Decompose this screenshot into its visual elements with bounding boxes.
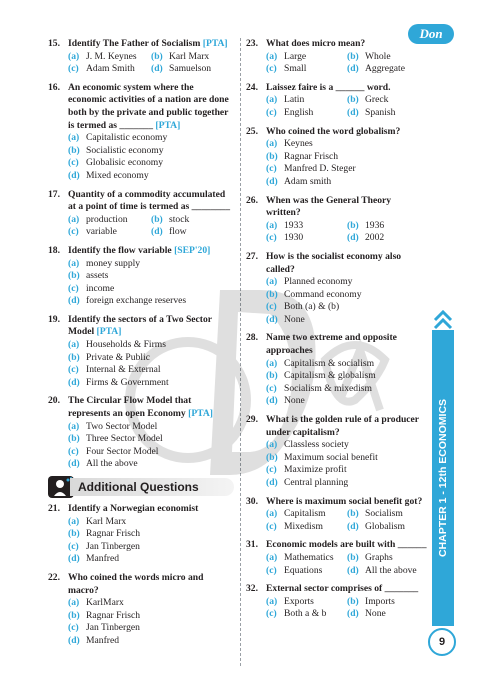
option-label: (c) xyxy=(266,301,277,313)
option-label: (b) xyxy=(347,50,359,62)
option-label: (b) xyxy=(266,370,278,382)
option-label: (c) xyxy=(266,63,277,75)
option-text: Manfred xyxy=(86,553,120,565)
option-label: (d) xyxy=(347,520,359,532)
question-text: Economic models are built with ______ xyxy=(266,539,427,551)
option-text: assets xyxy=(86,270,109,282)
chapter-side-label: CHAPTER 1 - 12th ECONOMICS xyxy=(437,398,449,558)
option-text: Firms & Government xyxy=(86,376,169,388)
left-column xyxy=(48,38,234,654)
question-number: 23. xyxy=(246,38,258,49)
question-text: Identify the flow variable xyxy=(68,244,172,256)
option-label: (c) xyxy=(266,564,277,576)
option-text: 1933 xyxy=(284,219,304,231)
option-text: Large xyxy=(284,50,307,62)
option-label: (a) xyxy=(68,597,80,609)
option-text: J. M. Keynes xyxy=(86,50,137,62)
option-text: Both (a) & (b) xyxy=(284,301,340,313)
question-number: 17. xyxy=(48,188,60,200)
option-text: 1936 xyxy=(365,219,385,231)
option-text: Four Sector Model xyxy=(86,445,159,457)
option-text: Central planning xyxy=(284,477,349,488)
option-label: (a) xyxy=(266,508,278,520)
option-label: (d) xyxy=(68,376,80,388)
option-text: Mixed economy xyxy=(86,169,149,181)
option-label: (b) xyxy=(347,595,359,607)
option-text: All the above xyxy=(365,564,417,576)
option-label: (a) xyxy=(266,219,278,231)
question-text: Laissez faire is a ______ word. xyxy=(266,81,391,93)
option-label: (b) xyxy=(68,144,80,156)
question-text: What is the golden rule of a producer under capitalism? xyxy=(266,414,419,438)
option-label: (d) xyxy=(266,175,278,187)
option-label: (c) xyxy=(68,157,79,169)
question-number: 15. xyxy=(48,38,60,49)
question-number: 24. xyxy=(246,81,258,93)
option-label: (b) xyxy=(68,351,80,363)
question-28 xyxy=(246,332,428,408)
option-text: Three Sector Model xyxy=(86,433,163,445)
don-logo-badge: Don xyxy=(408,24,454,44)
option-text: Greck xyxy=(365,94,389,106)
question-text: The Circular Flow Model that represents an open Economy xyxy=(68,395,192,420)
question-25 xyxy=(246,126,428,189)
option-label: (b) xyxy=(68,609,80,621)
option-label: (b) xyxy=(68,270,80,282)
option-label: (b) xyxy=(347,219,359,231)
option-text: Two Sector Model xyxy=(86,420,158,432)
question-text: What does micro mean? xyxy=(266,38,366,49)
question-number: 32. xyxy=(246,583,258,595)
option-label: (b) xyxy=(347,94,359,106)
option-text: Small xyxy=(284,63,307,75)
question-number: 26. xyxy=(246,194,258,206)
option-label: (d) xyxy=(347,63,359,75)
option-label: (a) xyxy=(266,50,278,62)
question-text: When was the General Theory written? xyxy=(266,194,392,219)
option-text: variable xyxy=(86,226,117,238)
question-26 xyxy=(246,195,428,245)
question-32 xyxy=(246,583,428,621)
option-text: KarlMarx xyxy=(86,597,124,609)
question-text: Who coined the word globalism? xyxy=(266,125,401,137)
question-number: 27. xyxy=(246,250,258,262)
option-label: (c) xyxy=(266,464,277,476)
option-label: (d) xyxy=(347,232,359,244)
option-label: (a) xyxy=(68,515,80,527)
option-text: Maximum social benefit xyxy=(284,451,378,463)
option-label: (d) xyxy=(266,477,278,488)
option-label: (a) xyxy=(266,357,278,369)
option-text: Karl Marx xyxy=(169,50,210,62)
option-label: (d) xyxy=(266,395,278,407)
option-text: Maximize profit xyxy=(284,464,347,476)
option-text: Spanish xyxy=(365,106,396,118)
option-label: (b) xyxy=(347,551,359,563)
option-label: (c) xyxy=(68,364,79,376)
option-text: Households & Firms xyxy=(86,339,166,351)
option-text: Capitalism & socialism xyxy=(284,357,375,369)
option-text: Karl Marx xyxy=(86,515,127,527)
right-column xyxy=(246,38,428,627)
option-text: Classless society xyxy=(284,439,349,451)
question-27 xyxy=(246,251,428,327)
question-17 xyxy=(48,189,234,239)
option-label: (b) xyxy=(151,213,163,225)
question-text: How is the socialist economy also called? xyxy=(266,250,402,275)
exam-tag: [PTA] xyxy=(155,119,181,131)
question-19 xyxy=(48,314,234,390)
option-text: None xyxy=(284,395,305,407)
question-number: 19. xyxy=(48,313,60,325)
question-number: 22. xyxy=(48,571,60,583)
option-label: (d) xyxy=(68,169,80,181)
option-label: (b) xyxy=(266,150,278,162)
option-text: stock xyxy=(169,213,190,225)
option-text: Private & Public xyxy=(86,351,150,363)
option-text: Capitalism xyxy=(284,508,326,520)
option-label: (c) xyxy=(68,540,79,552)
option-text: flow xyxy=(169,226,187,238)
option-text: English xyxy=(284,106,314,118)
option-text: Jan Tinbergen xyxy=(86,622,140,634)
question-number: 30. xyxy=(246,495,258,507)
option-label: (a) xyxy=(68,50,80,62)
option-label: (a) xyxy=(68,213,80,225)
question-16 xyxy=(48,82,234,183)
option-text: 2002 xyxy=(365,232,385,244)
option-label: (d) xyxy=(347,106,359,118)
question-24 xyxy=(246,82,428,120)
option-label: (d) xyxy=(68,295,80,307)
option-text: Socialism & mixedism xyxy=(284,382,372,394)
column-divider xyxy=(240,38,241,666)
option-label: (a) xyxy=(266,439,278,451)
question-number: 29. xyxy=(246,414,258,426)
option-text: Keynes xyxy=(284,138,313,150)
question-text: Identify a Norwegian economist xyxy=(68,503,199,514)
option-label: (c) xyxy=(266,608,277,620)
option-label: (b) xyxy=(347,508,359,520)
exam-tag: [PTA] xyxy=(202,38,228,49)
additional-questions-header xyxy=(48,477,234,497)
option-label: (a) xyxy=(266,138,278,150)
option-label: (b) xyxy=(68,433,80,445)
option-text: Equations xyxy=(284,564,323,576)
option-label: (a) xyxy=(266,551,278,563)
option-text: foreign exchange reserves xyxy=(86,295,187,307)
question-number: 25. xyxy=(246,125,258,137)
question-15 xyxy=(48,38,234,76)
option-text: money supply xyxy=(86,257,141,269)
question-text: Where is maximum social benefit got? xyxy=(266,495,423,507)
exam-tag: [SEP'20] xyxy=(174,244,211,256)
option-label: (b) xyxy=(68,528,80,540)
question-text: Name two extreme and opposite approaches xyxy=(266,332,397,357)
option-label: (c) xyxy=(68,622,79,634)
option-text: Manfred xyxy=(86,634,120,646)
option-text: Socialistic economy xyxy=(86,144,164,156)
option-text: Adam smith xyxy=(284,175,332,187)
option-text: Socialism xyxy=(365,508,403,520)
question-23 xyxy=(246,38,428,76)
option-text: Aggregate xyxy=(365,63,405,75)
option-text: Capitalism & globalism xyxy=(284,370,376,382)
question-21 xyxy=(48,503,234,566)
option-label: (a) xyxy=(68,132,80,144)
option-text: Ragnar Frisch xyxy=(86,528,141,540)
option-text: Both a & b xyxy=(284,608,327,620)
option-label: (a) xyxy=(68,420,80,432)
option-label: (c) xyxy=(266,382,277,394)
option-label: (c) xyxy=(68,63,79,75)
question-number: 31. xyxy=(246,539,258,551)
option-label: (b) xyxy=(151,50,163,62)
option-text: production xyxy=(86,213,128,225)
option-text: Mixedism xyxy=(284,520,323,532)
question-text: Who coined the words micro and macro? xyxy=(68,571,204,596)
option-label: (c) xyxy=(266,106,277,118)
option-label: (c) xyxy=(68,226,79,238)
option-text: None xyxy=(284,313,305,325)
option-label: (d) xyxy=(151,63,163,75)
question-text: Identify the sectors of a Two Sector Model xyxy=(68,313,212,338)
option-label: (d) xyxy=(347,564,359,576)
option-text: Ragnar Frisch xyxy=(86,609,141,621)
option-label: (d) xyxy=(151,226,163,238)
option-text: Mathematics xyxy=(284,551,334,563)
question-number: 28. xyxy=(246,332,258,344)
question-text: Identify The Father of Socialism xyxy=(68,38,201,49)
option-label: (a) xyxy=(266,94,278,106)
option-label: (d) xyxy=(68,458,80,470)
option-text: Planned economy xyxy=(284,276,353,288)
option-label: (a) xyxy=(68,339,80,351)
option-text: Graphs xyxy=(365,551,393,563)
option-text: Command economy xyxy=(284,288,362,300)
option-label: (b) xyxy=(266,288,278,300)
option-label: (c) xyxy=(68,282,79,294)
option-text: Whole xyxy=(365,50,391,62)
option-text: Manfred D. Steger xyxy=(284,163,356,175)
option-text: Jan Tinbergen xyxy=(86,540,140,552)
option-text: Latin xyxy=(284,94,305,106)
question-text: An economic system where the economic activities of a nation are done both by the private and public together is termed as _______ xyxy=(68,81,229,131)
option-text: income xyxy=(86,282,115,294)
additional-questions-title: Additional Questions xyxy=(70,478,234,496)
question-number: 16. xyxy=(48,81,60,93)
option-text: All the above xyxy=(86,458,138,470)
option-text: Internal & External xyxy=(86,364,161,376)
option-text: None xyxy=(365,608,386,620)
option-label: (d) xyxy=(68,553,80,565)
option-text: Ragnar Frisch xyxy=(284,150,339,162)
question-number: 20. xyxy=(48,395,60,407)
page-number: 9 xyxy=(428,628,456,656)
question-18 xyxy=(48,245,234,308)
option-label: (a) xyxy=(266,595,278,607)
option-label: (d) xyxy=(347,608,359,620)
double-chevron-up-icon xyxy=(432,306,454,332)
option-text: Adam Smith xyxy=(86,63,135,75)
option-label: (a) xyxy=(266,276,278,288)
question-31 xyxy=(246,539,428,577)
option-text: Capitalistic economy xyxy=(86,132,168,144)
option-label: (b) xyxy=(266,451,278,463)
question-29 xyxy=(246,414,428,490)
exam-tag: [PTA] xyxy=(96,326,122,338)
option-text: Globalisic economy xyxy=(86,157,163,169)
option-label: (d) xyxy=(68,634,80,646)
option-text: Samuelson xyxy=(169,63,212,75)
question-number: 18. xyxy=(48,244,60,256)
option-label: (d) xyxy=(266,313,278,325)
option-label: (c) xyxy=(266,163,277,175)
option-text: Globalism xyxy=(365,520,405,532)
option-label: (c) xyxy=(266,520,277,532)
option-text: Imports xyxy=(365,595,395,607)
exam-tag: [PTA] xyxy=(188,408,213,420)
question-text: Quantity of a commodity accumulated at a point of time is termed as ________ xyxy=(68,188,231,213)
question-text: External sector comprises of _______ xyxy=(266,583,419,595)
question-20 xyxy=(48,395,234,471)
question-number: 21. xyxy=(48,503,60,514)
option-label: (a) xyxy=(68,257,80,269)
option-label: (c) xyxy=(68,445,79,457)
question-22 xyxy=(48,572,234,648)
question-30 xyxy=(246,496,428,534)
option-text: 1930 xyxy=(284,232,304,244)
option-label: (c) xyxy=(266,232,277,244)
option-text: Exports xyxy=(284,595,314,607)
